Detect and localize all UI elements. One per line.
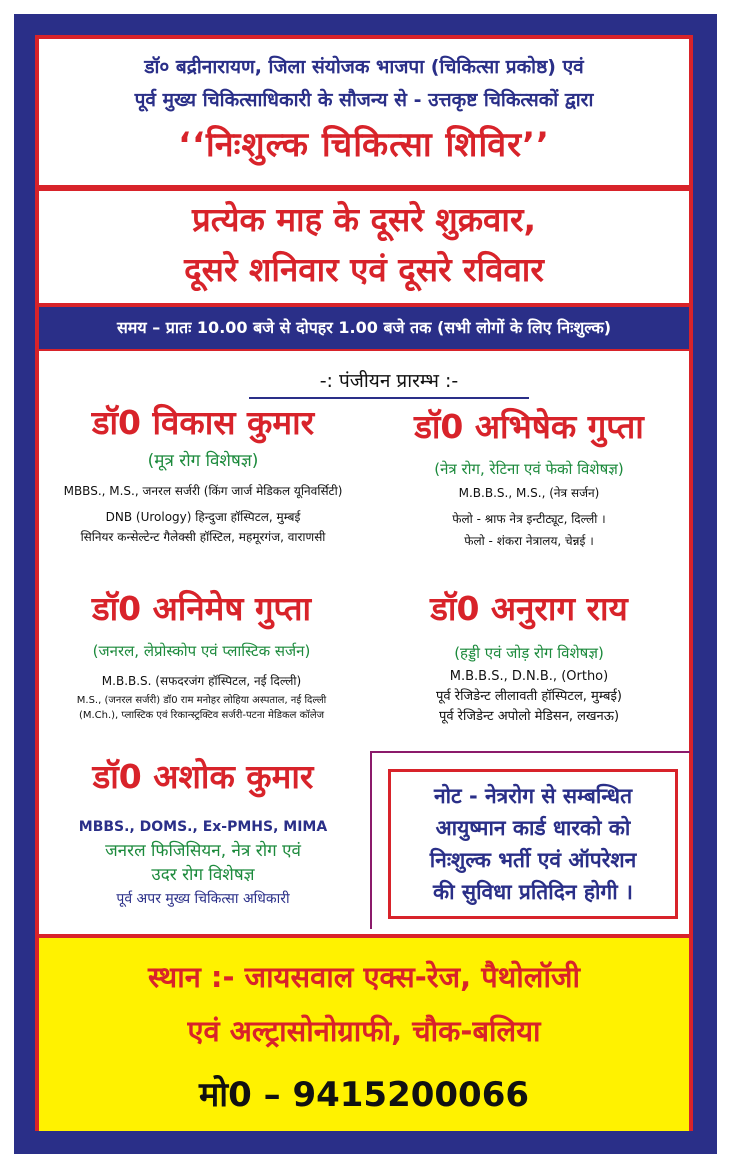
note-line: नोट - नेत्ररोग से सम्बन्धित [433, 784, 633, 808]
venue-panel [39, 938, 689, 1131]
doctor-qualification: M.B.B.S., D.N.B., (Ortho) [449, 669, 609, 684]
doctor-speciality: (हड्डी एवं जोड़ रोग विशेषज्ञ) [454, 644, 604, 662]
header-line-1: डॉ० बद्रीनारायण, जिला संयोजक भाजपा (चिकित्सा प्रकोष्ठ) एवं [144, 56, 584, 78]
venue-line-1: स्थान :- जायसवाल एक्स-रेज, पैथोलॉजी [147, 960, 581, 994]
doctor-qualification: DNB (Urology) हिन्दुजा हॉस्पिटल, मुम्बई [105, 510, 301, 524]
header-panel [39, 39, 689, 185]
doctor-speciality: (मूत्र रोग विशेषज्ञ) [147, 451, 259, 471]
header-line-2: पूर्व मुख्य चिकित्साधिकारी के सौजन्य से - उत्तकृष्ट चिकित्सकों द्वारा [134, 89, 594, 111]
note-inner-box [388, 769, 678, 919]
doctor-qualification: पूर्व रेजिडेन्ट लीलावती हॉस्पिटल, मुम्बई) [436, 689, 622, 704]
doctor-qualification: (M.Ch.), प्लास्टिक एवं रिकान्स्ट्रक्टिव सर्जरी-पटना मेडिकल कॉलेज [78, 710, 325, 721]
doctor-name: डॉ0 अशोक कुमार [92, 757, 314, 796]
doctor-qualification: M.B.B.S. (सफदरजंग हॉस्पिटल, नई दिल्ली) [101, 674, 302, 688]
note-box [370, 751, 690, 929]
doctor-qualification: MBBS., M.S., जनरल सर्जरी (किंग जार्ज मेडिकल यूनिवर्सिटी) [63, 484, 343, 498]
doctor-card-ashok [53, 757, 353, 909]
doctor-name: डॉ0 अभिषेक गुप्ता [414, 407, 644, 446]
doctors-panel [39, 351, 689, 934]
note-line: निःशुल्क भर्ती एवं ऑपरेशन [429, 848, 637, 872]
doctor-qualification: सिनियर कन्सेल्टेन्ट गैलेक्सी हॉस्टिल, महमूरगंज, वाराणसी [80, 530, 326, 544]
doctor-speciality: (नेत्र रोग, रेटिना एवं फेको विशेषज्ञ) [434, 460, 624, 478]
days-line-1: प्रत्येक माह के दूसरे शुक्रवार, [192, 200, 536, 239]
doctor-card-animesh [49, 589, 354, 723]
doctor-qualification: M.S., (जनरल सर्जरी) डॉ0 राम मनोहर लोहिया अस्पताल, नई दिल्ली [76, 695, 327, 706]
schedule-panel [39, 191, 689, 303]
doctor-qualification: MBBS., DOMS., Ex-PMHS, MIMA [78, 819, 328, 835]
time-bar: समय – प्रातः 10.00 बजे से दोपहर 1.00 बजे तक (सभी लोगों के लिए निःशुल्क) [39, 307, 689, 349]
note-text [391, 780, 675, 908]
camp-title: ‘‘निःशुल्क चिकित्सा शिविर’’ [178, 125, 550, 165]
doctor-name: डॉ0 अनिमेष गुप्ता [91, 589, 312, 628]
doctor-qualification: पूर्व अपर मुख्य चिकित्सा अधिकारी [116, 891, 290, 907]
days-line-2: दूसरे शनिवार एवं दूसरे रविवार [184, 250, 544, 289]
doctor-qualification: फेलो - श्राफ नेत्र इन्टीट्यूट, दिल्ली । [452, 512, 606, 526]
doctor-speciality: जनरल फिजिसियन, नेत्र रोग एवं [105, 841, 301, 861]
venue-line-2: एवं अल्ट्रासोनोग्राफी, चौक-बलिया [187, 1014, 541, 1048]
doctor-qualification: फेलो - शंकरा नेत्रालय, चेन्नई । [464, 534, 594, 548]
phone-number: मो0 – 9415200066 [198, 1075, 530, 1115]
doctor-card-anurag [379, 589, 679, 727]
note-line: की सुविधा प्रतिदिन होगी । [433, 880, 633, 904]
doctor-card-abhishek [379, 407, 679, 551]
doctor-qualification: पूर्व रेजिडेन्ट अपोलो मेडिसन, लखनऊ) [438, 709, 620, 724]
registration-heading: -: पंजीयन प्रारम्भ :- [249, 367, 529, 399]
doctor-speciality: उदर रोग विशेषज्ञ [151, 865, 255, 885]
doctor-qualification: M.B.B.S., M.S., (नेत्र सर्जन) [458, 486, 600, 500]
header-text [39, 51, 689, 117]
doctor-name: डॉ0 विकास कुमार [91, 403, 315, 442]
note-line: आयुष्मान कार्ड धारको को [435, 816, 631, 840]
doctor-card-vikas [53, 403, 353, 547]
doctor-speciality: (जनरल, लेप्रोस्कोप एवं प्लास्टिक सर्जन) [92, 642, 311, 660]
doctor-name: डॉ0 अनुराग राय [430, 589, 628, 628]
